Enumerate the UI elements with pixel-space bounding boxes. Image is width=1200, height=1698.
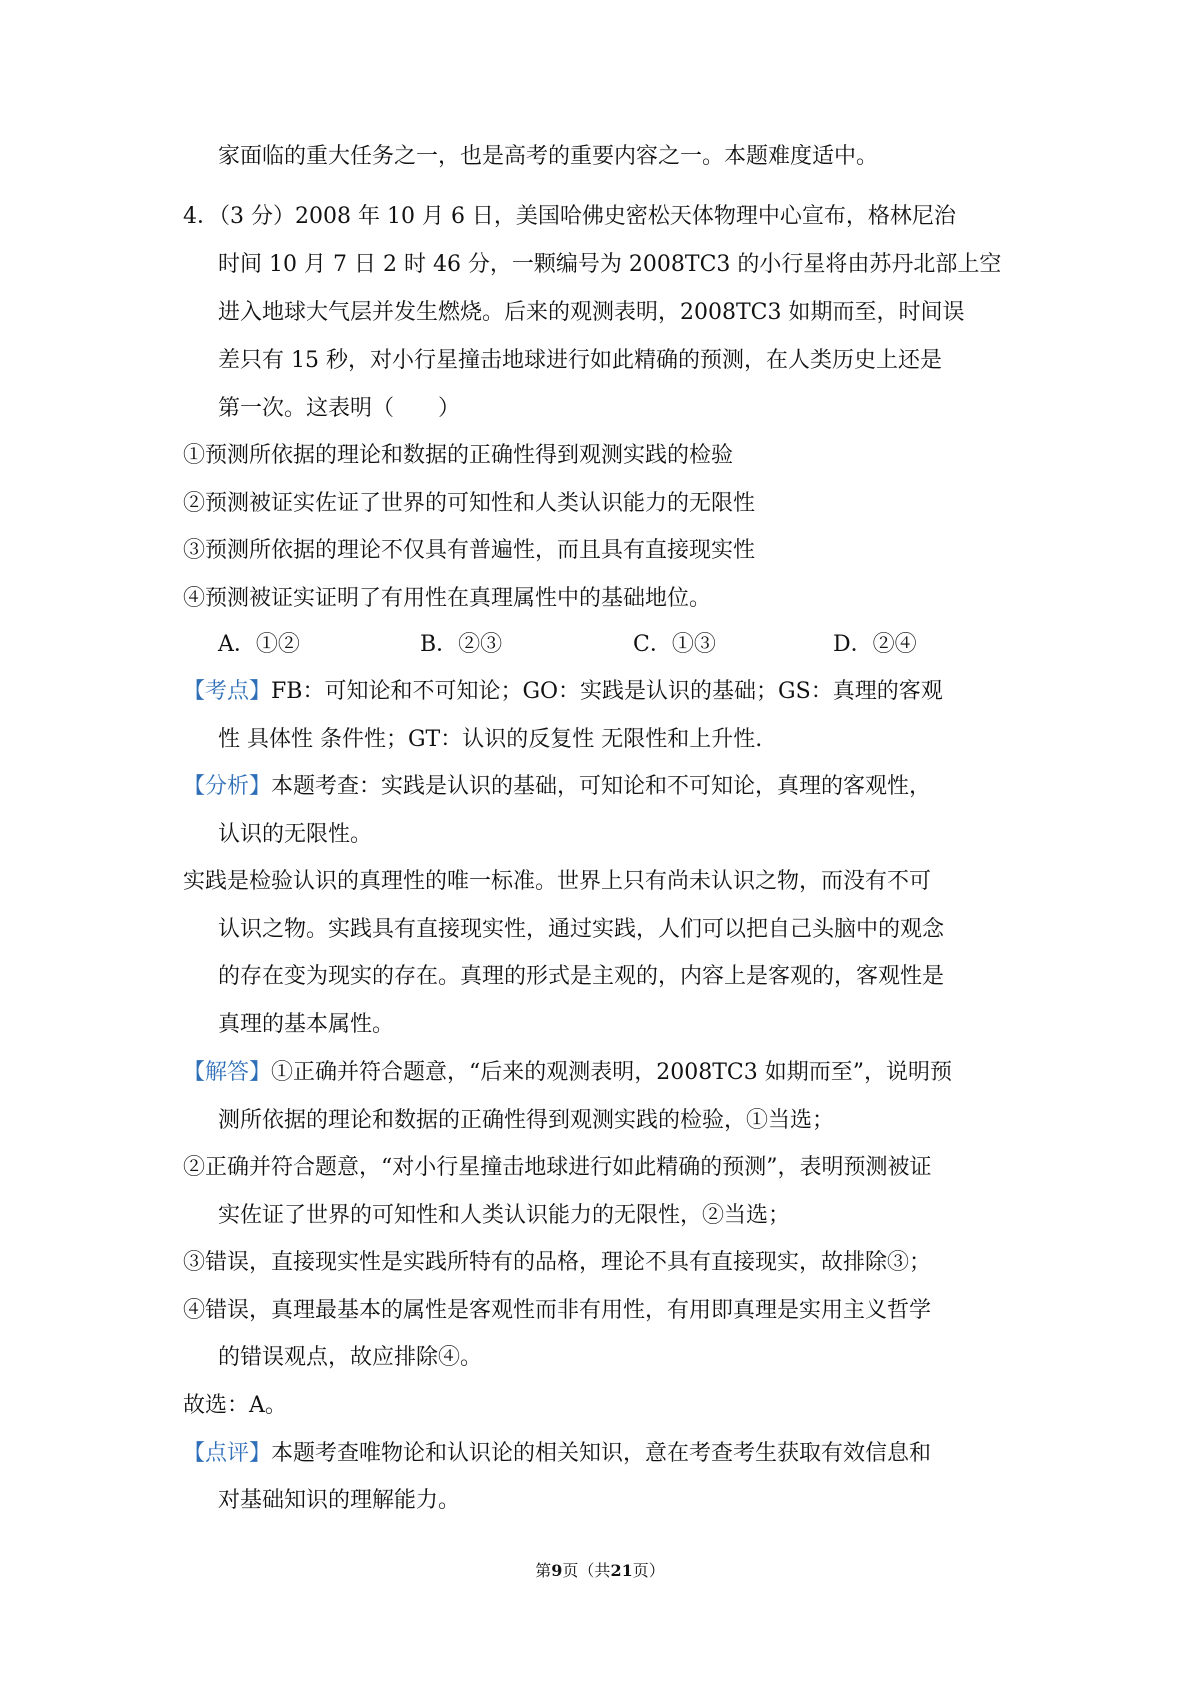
statement-2: ②预测被证实佐证了世界的可知性和人类认识能力的无限性 [183,491,756,516]
dianping-tag: 【点评】 [183,1441,272,1466]
option-a: A．①② [218,632,300,657]
option-d: D．②④ [833,632,917,657]
text-line: 实践是检验认识的真理性的唯一标准。世界上只有尚未认识之物，而没有不可 [183,869,932,894]
option-c: C．①③ [633,632,716,657]
text-line: ④错误，真理最基本的属性是客观性而非有用性，有用即真理是实用主义哲学 [183,1298,932,1323]
text-line: 认识之物。实践具有直接现实性，通过实践，人们可以把自己头脑中的观念 [218,917,945,942]
jieda-section [183,1058,952,1088]
kaodian-tag: 【考点】 [183,679,272,704]
text-line: 进入地球大气层并发生燃烧。后来的观测表明，2008TC3 如期而至，时间误 [218,300,965,325]
text-line: ③错误，直接现实性是实践所特有的品格，理论不具有直接现实，故排除③； [183,1250,932,1275]
text-line: 对基础知识的理解能力。 [218,1488,461,1513]
final-answer: 故选：A。 [183,1393,287,1418]
text-line: 认识的无限性。 [218,822,373,847]
page-footer [0,1560,1200,1582]
text-line: 实佐证了世界的可知性和人类认识能力的无限性，②当选； [218,1203,791,1228]
text-line: 时间 10 月 7 日 2 时 46 分，一颗编号为 2008TC3 的小行星将由苏丹北部上空 [218,252,1002,277]
footer-total-pages: 21 [610,1561,633,1580]
question-4-stem: 4．（3 分）2008 年 10 月 6 日，美国哈佛史密松天体物理中心宣布，格林尼治 [183,204,956,229]
kaodian-text: FB：可知论和不可知论；GO：实践是认识的基础；GS：真理的客观 [271,679,943,704]
footer-prefix: 第 [535,1561,552,1580]
text-line: 的错误观点，故应排除④。 [218,1345,483,1370]
statement-3: ③预测所依据的理论不仅具有普遍性，而且具有直接现实性 [183,538,756,563]
kaodian-section [183,677,943,707]
fenxi-tag: 【分析】 [183,774,272,799]
fenxi-text: 本题考查：实践是认识的基础，可知论和不可知论，真理的客观性， [271,774,932,799]
jieda-tag: 【解答】 [183,1060,272,1085]
statement-1: ①预测所依据的理论和数据的正确性得到观测实践的检验 [183,443,734,468]
text-line: 的存在变为现实的存在。真理的形式是主观的，内容上是客观的，客观性是 [218,964,945,989]
footer-suffix: 页） [632,1561,665,1580]
text-line: ②正确并符合题意，“对小行星撞击地球进行如此精确的预测”，表明预测被证 [183,1155,932,1180]
text-line: 差只有 15 秒，对小行星撞击地球进行如此精确的预测，在人类历史上还是 [218,348,942,373]
text-line: 家面临的重大任务之一，也是高考的重要内容之一。本题难度适中。 [218,144,879,169]
dianping-text: 本题考查唯物论和认识论的相关知识，意在考查考生获取有效信息和 [271,1441,932,1466]
footer-page-number: 9 [551,1561,563,1580]
option-b: B．②③ [420,632,503,657]
answer-options [218,630,918,660]
dianping-section [183,1439,931,1469]
jieda-text: ①正确并符合题意，“后来的观测表明，2008TC3 如期而至”，说明预 [271,1060,952,1085]
statement-4: ④预测被证实证明了有用性在真理属性中的基础地位。 [183,586,712,611]
text-line: 真理的基本属性。 [218,1012,395,1037]
text-line: 第一次。这表明（ ） [218,396,461,421]
text-line: 测所依据的理论和数据的正确性得到观测实践的检验，①当选； [218,1108,835,1133]
footer-mid: 页（共 [562,1561,611,1580]
text-line: 性 具体性 条件性；GT：认识的反复性 无限性和上升性. [218,727,763,752]
fenxi-section [183,772,931,802]
